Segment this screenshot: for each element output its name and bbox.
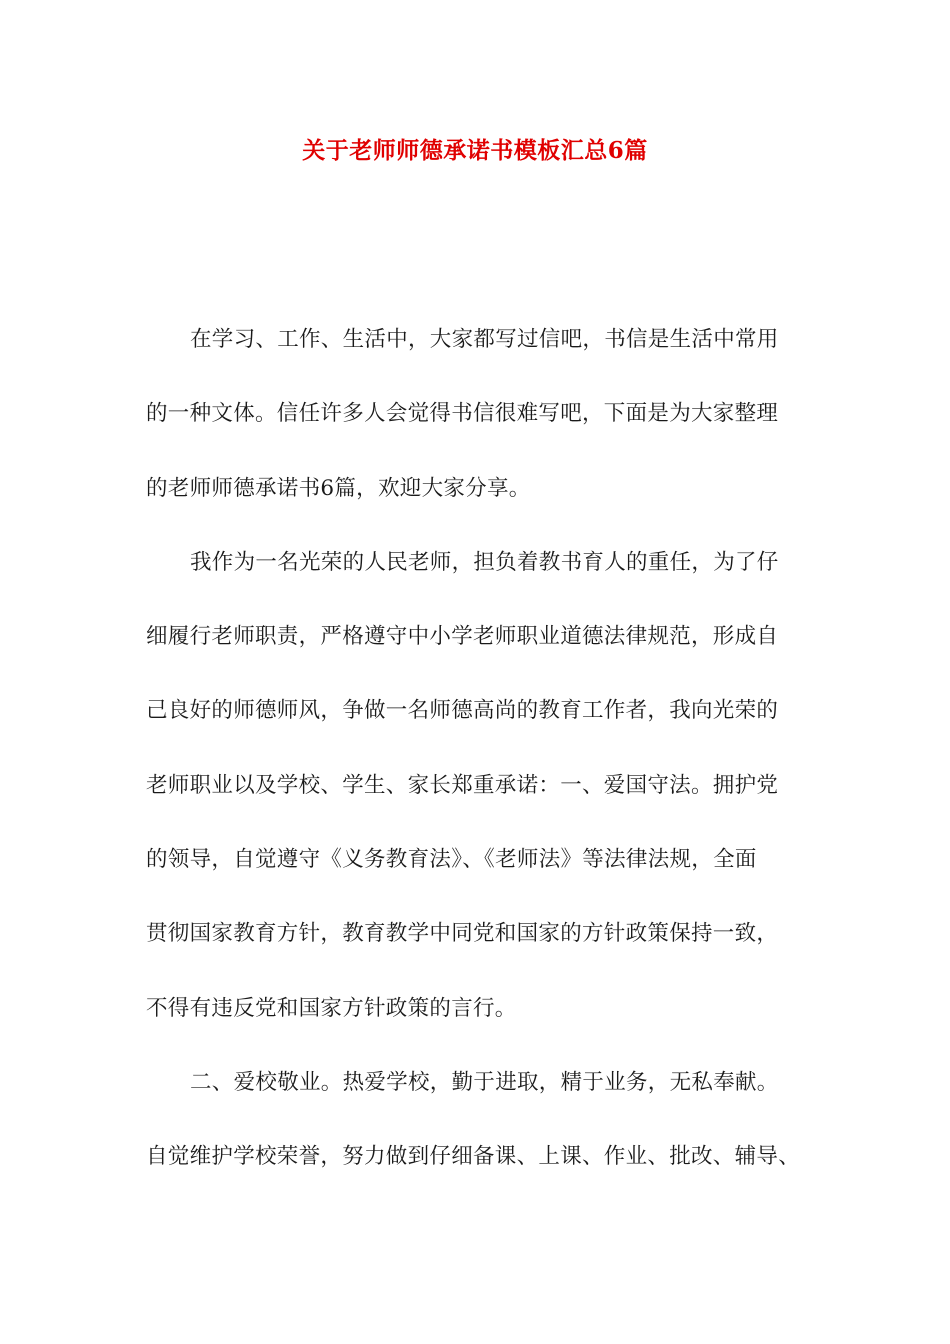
document-body: [146, 318, 826, 1210]
paragraph-line: 细履行老师职责，严格遵守中小学老师职业道德法律规范，形成自: [146, 624, 779, 650]
paragraph-line: 我作为一名光荣的人民老师，担负着教书育人的重任，为了仔: [190, 549, 779, 575]
paragraph-line: 自觉维护学校荣誉，努力做到仔细备课、上课、作业、批改、辅导、: [146, 1144, 801, 1170]
paragraph-line: 的老师师德承诺书6篇，欢迎大家分享。: [146, 475, 531, 501]
paragraph-line: 不得有违反党和国家方针政策的言行。: [146, 995, 517, 1021]
paragraph-line: 在学习、工作、生活中，大家都写过信吧，书信是生活中常用: [190, 327, 779, 352]
paragraph-line: 的领导，自觉遵守《义务教育法》、《老师法》等法律法规，全面: [146, 847, 757, 873]
paragraph-line: 贯彻国家教育方针，教育教学中同党和国家的方针政策保持一致，: [146, 921, 779, 947]
paragraph-line: 二、爱校敬业。热爱学校，勤于进取，精于业务，无私奉献。: [190, 1069, 779, 1095]
paragraph-line: 的一种文体。信任许多人会觉得书信很难写吧，下面是为大家整理: [146, 401, 779, 427]
paragraph-line: 老师职业以及学校、学生、家长郑重承诺：一、爱国守法。拥护党: [146, 772, 779, 798]
paragraph-line: 己良好的师德师风，争做一名师德高尚的教育工作者，我向光荣的: [146, 698, 779, 724]
document-title: 关于老师师德承诺书模板汇总6篇: [302, 137, 648, 164]
